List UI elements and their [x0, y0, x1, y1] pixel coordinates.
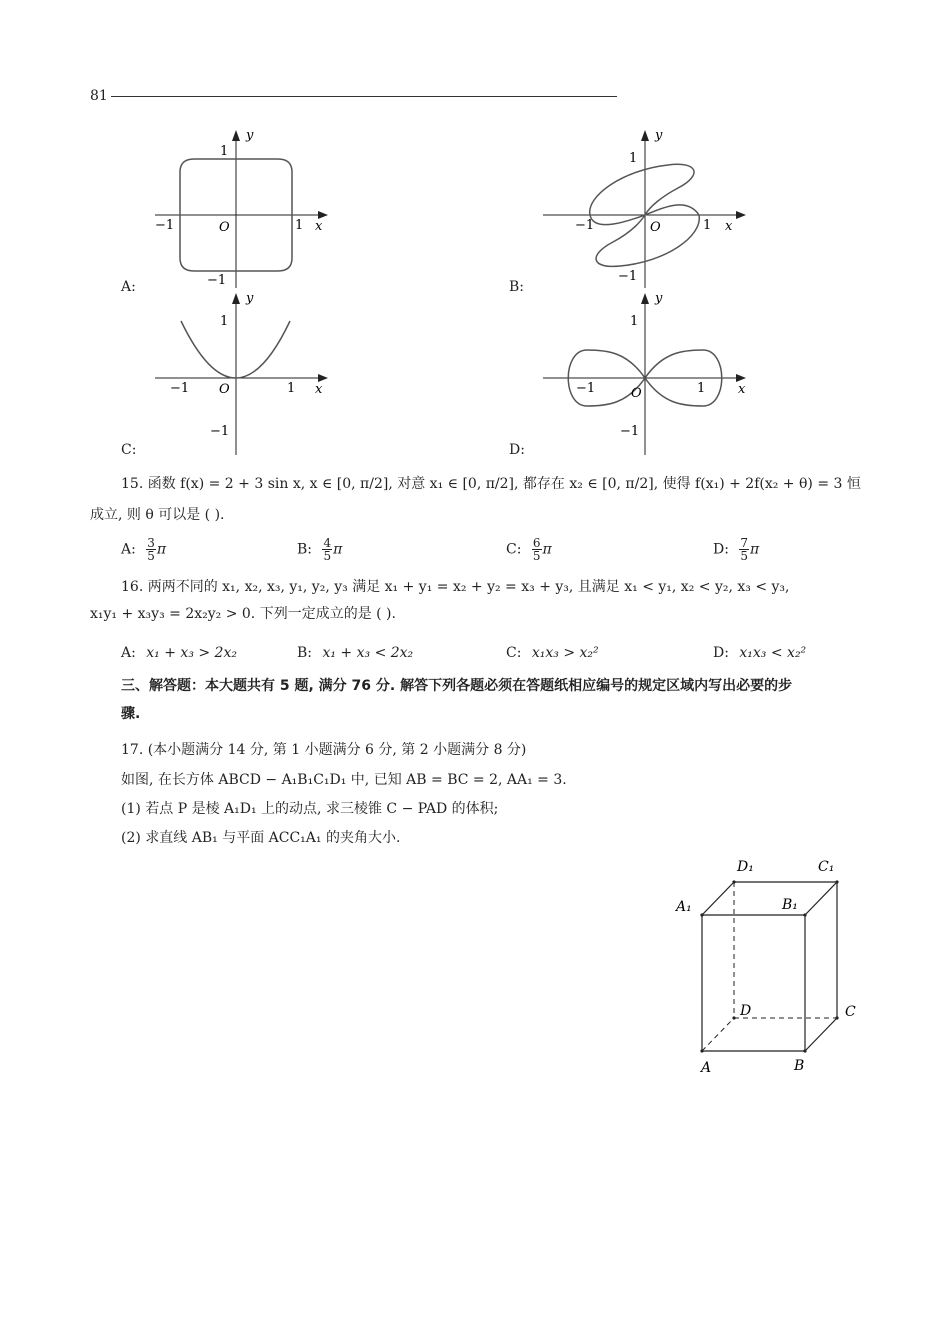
graph-b-tick-neg1-x: −1: [575, 218, 595, 233]
q15-option-b: [297, 537, 342, 562]
q16-option-c: [506, 643, 599, 663]
q15-option-c-den: 5: [532, 549, 541, 563]
q15-option-b-den: 5: [323, 549, 332, 563]
header-rule: [111, 96, 617, 97]
q16-option-d: [713, 643, 806, 663]
graph-b-tick-1-x: 1: [703, 218, 712, 233]
q16-option-c-text: x₁x₃ > x₂²: [531, 645, 599, 661]
section3-heading-line2: 骤.: [121, 706, 141, 722]
option-c-label: C:: [121, 442, 137, 458]
q15-option-b-label: B:: [297, 541, 313, 558]
section3-heading-line1: 三、解答题：本大题共有 5 题, 满分 76 分. 解答下列各题必须在答题纸相应编号的规定区域内写出必要的步: [121, 678, 793, 694]
graph-c: [150, 290, 335, 455]
graph-b-origin: O: [650, 220, 661, 235]
q15-option-a-num: 3: [147, 536, 155, 550]
q15-stem-line2: 成立, 则 θ 可以是 ( ).: [90, 507, 225, 523]
q16-option-a-label: A:: [121, 645, 136, 661]
graph-b-y-label: y: [655, 128, 663, 143]
cuboid-label-b: B: [794, 1058, 805, 1074]
graph-c-y-label: y: [246, 291, 254, 306]
q16-stem-line1: 16. 两两不同的 x₁, x₂, x₃, y₁, y₂, y₃ 满足 x₁ + y₁ = x₂ + y₂ = x₃ + y₃, 且满足 x₁ < y₁, x₂ < y₂, x₃ < y₃,: [121, 579, 790, 595]
q15-stem-line1: 15. 函数 f(x) = 2 + 3 sin x, x ∈ [0, π/2], 对意 x₁ ∈ [0, π/2], 都存在 x₂ ∈ [0, π/2], 使得 f(x₁) + 2f(x₂ + θ) = 3 恒: [121, 476, 861, 492]
q15-option-a-pi: π: [156, 541, 167, 558]
graph-a-tick-1-x: 1: [295, 218, 304, 233]
q15-option-a: [121, 537, 166, 562]
graph-a-y-label: y: [246, 128, 254, 143]
graph-c-tick-neg1-y: −1: [210, 424, 230, 439]
q15-option-a-label: A:: [121, 541, 136, 558]
graph-a-tick-neg1-x: −1: [155, 218, 175, 233]
q15-option-d: [713, 537, 759, 562]
graph-c-tick-1-x: 1: [287, 381, 296, 396]
q15-option-c: [506, 537, 552, 562]
graph-c-tick-neg1-x: −1: [170, 381, 190, 396]
q16-option-c-label: C:: [506, 645, 522, 661]
graph-b: [538, 128, 753, 288]
graph-a-x-label: x: [315, 219, 323, 234]
q15-option-a-den: 5: [147, 549, 155, 563]
graph-a-tick-1: 1: [220, 144, 229, 159]
option-a-label: A:: [121, 279, 136, 295]
graph-a: [150, 128, 335, 288]
q15-option-d-den: 5: [740, 549, 749, 563]
graph-b-tick-1: 1: [629, 151, 638, 166]
q17-part1: (1) 若点 P 是棱 A₁D₁ 上的动点, 求三棱锥 C − PAD 的体积;: [121, 801, 499, 817]
graph-d-tick-neg1-x: −1: [576, 381, 596, 396]
cuboid-label-b1: B₁: [782, 897, 798, 913]
cuboid-label-d: D: [740, 1003, 752, 1019]
graph-b-tick-neg1-y: −1: [618, 269, 638, 284]
graph-c-x-label: x: [315, 382, 323, 397]
graph-a-origin: O: [219, 220, 230, 235]
q15-option-d-num: 7: [740, 536, 749, 550]
graph-d-origin: O: [631, 386, 642, 401]
option-d-label: D:: [509, 442, 525, 458]
q16-option-b: [297, 643, 413, 663]
graph-d-x-label: x: [738, 382, 746, 397]
page-number: 81: [90, 88, 108, 104]
q15-option-d-pi: π: [750, 541, 760, 558]
graph-c-origin: O: [219, 382, 230, 397]
graph-d-tick-1: 1: [630, 314, 639, 329]
q16-stem-line2: x₁y₁ + x₃y₃ = 2x₂y₂ > 0. 下列一定成立的是 ( ).: [90, 606, 396, 622]
graph-b-x-label: x: [725, 219, 733, 234]
graph-a-tick-neg1-y: −1: [207, 273, 227, 288]
q17-part2: (2) 求直线 AB₁ 与平面 ACC₁A₁ 的夹角大小.: [121, 830, 401, 846]
q15-option-c-num: 6: [532, 536, 541, 550]
q15-option-b-pi: π: [333, 541, 343, 558]
graph-c-tick-1: 1: [220, 314, 229, 329]
graph-d-tick-neg1-y: −1: [620, 424, 640, 439]
graph-d: [538, 290, 753, 455]
q16-option-a: [121, 643, 237, 663]
q17-title: 17. (本小题满分 14 分, 第 1 小题满分 6 分, 第 2 小题满分 8 分): [121, 742, 527, 758]
q15-option-b-num: 4: [323, 536, 332, 550]
graph-d-y-label: y: [655, 291, 663, 306]
cuboid-label-c: C: [845, 1004, 856, 1020]
q17-given: 如图, 在长方体 ABCD − A₁B₁C₁D₁ 中, 已知 AB = BC = 2, AA₁ = 3.: [121, 772, 567, 788]
q16-option-a-text: x₁ + x₃ > 2x₂: [146, 645, 237, 661]
cuboid-label-d1: D₁: [737, 859, 754, 875]
cuboid-label-a: A: [701, 1060, 712, 1076]
q15-option-c-label: C:: [506, 541, 522, 558]
cuboid-figure: [670, 850, 870, 1080]
q15-option-d-label: D:: [713, 541, 729, 558]
q16-option-b-text: x₁ + x₃ < 2x₂: [322, 645, 414, 661]
q16-option-d-label: D:: [713, 645, 729, 661]
q16-option-d-text: x₁x₃ < x₂²: [739, 645, 807, 661]
q16-option-b-label: B:: [297, 645, 313, 661]
option-b-label: B:: [509, 279, 525, 295]
q15-option-c-pi: π: [542, 541, 552, 558]
cuboid-label-a1: A₁: [676, 899, 692, 915]
graph-d-tick-1-x: 1: [697, 381, 706, 396]
cuboid-label-c1: C₁: [818, 859, 835, 875]
